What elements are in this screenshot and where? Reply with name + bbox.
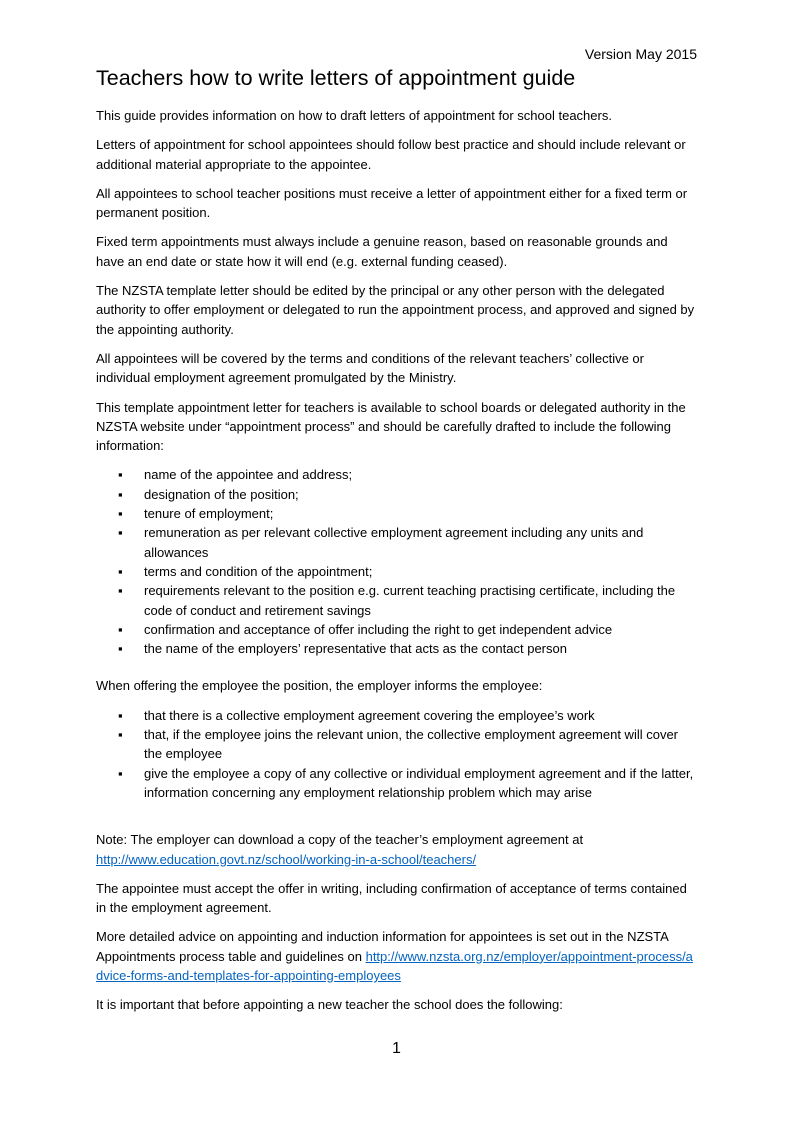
page-title: Teachers how to write letters of appointment guide: [96, 66, 576, 90]
page-number: 1: [392, 1040, 401, 1057]
list-item: ▪ give the employee a copy of any collective or individual employment agreement and if the latter, information concerning any employment relationship problem which may arise: [96, 764, 698, 803]
closing-paragraph: It is important that before appointing a new teacher the school does the following:: [96, 997, 563, 1013]
note-text: Note: The employer can download a copy of the teacher’s employment agreement at: [96, 832, 584, 848]
intro-paragraph-3: All appointees to school teacher positions must receive a letter of appointment either for a fixed term or permanent position.: [96, 185, 688, 221]
intro-paragraph-6: All appointees will be covered by the terms and conditions of the relevant teachers’ collective or individual employment agreement promulgated by the Ministry.: [96, 350, 644, 386]
list-item: ▪ that, if the employee joins the relevant union, the collective employment agreement will cover the employee: [96, 725, 698, 764]
nzsta-link[interactable]: http://www.nzsta.org.nz/employer/appointment-process/advice-forms-and-templates-for-appointing-employees: [96, 948, 693, 983]
list-item: ▪ the name of the employers’ representative that acts as the contact person: [96, 639, 698, 658]
document-body: [96, 64, 698, 1025]
spacer: [96, 812, 698, 830]
accept-paragraph: The appointee must accept the offer in writing, including confirmation of acceptance of terms contained in the employment agreement.: [96, 880, 687, 916]
information-list: [96, 465, 698, 658]
list-item: ▪ tenure of employment;: [96, 504, 698, 523]
list-item: ▪ remuneration as per relevant collective employment agreement including any units and allowances: [96, 523, 698, 562]
advice-text: More detailed advice on appointing and induction information for appointees is set out in the NZSTA Appointments process table and guidelines on: [96, 929, 669, 964]
intro-paragraph-7: This template appointment letter for teachers is available to school boards or delegated authority in the NZSTA website under “appointment process” and should be carefully drafted to include the following information:: [96, 399, 686, 454]
list-item: ▪ confirmation and acceptance of offer including the right to get independent advice: [96, 620, 698, 639]
intro-paragraph-2: Letters of appointment for school appointees should follow best practice and should include relevant or additional material appropriate to the appointee.: [96, 137, 686, 172]
offering-paragraph: When offering the employee the position, the employer informs the employee:: [96, 678, 543, 694]
intro-paragraph-5: The NZSTA template letter should be edited by the principal or any other person with the delegated authority to offer employment or delegated to run the appointment process, and approved and signed by the appointing authority.: [96, 283, 695, 337]
intro-paragraph-4: Fixed term appointments must always include a genuine reason, based on reasonable grounds and have an end date or state how it will end (e.g. external funding ceased).: [96, 234, 668, 269]
list-item: ▪ name of the appointee and address;: [96, 465, 698, 484]
advice-paragraph: [96, 927, 698, 985]
version-label: Version May 2015: [584, 46, 697, 62]
list-item: ▪ designation of the position;: [96, 485, 698, 504]
list-item: ▪ requirements relevant to the position e.g. current teaching practising certificate, including the code of conduct and retirement savings: [96, 581, 698, 620]
list-item: ▪ terms and condition of the appointment;: [96, 562, 698, 581]
list-item: ▪ that there is a collective employment agreement covering the employee’s work: [96, 706, 698, 725]
intro-paragraph-1: This guide provides information on how to draft letters of appointment for school teachers.: [96, 108, 612, 123]
note-paragraph: [96, 830, 698, 869]
education-govt-link[interactable]: http://www.education.govt.nz/school/working-in-a-school/teachers/: [96, 851, 477, 867]
offering-list: [96, 706, 698, 802]
